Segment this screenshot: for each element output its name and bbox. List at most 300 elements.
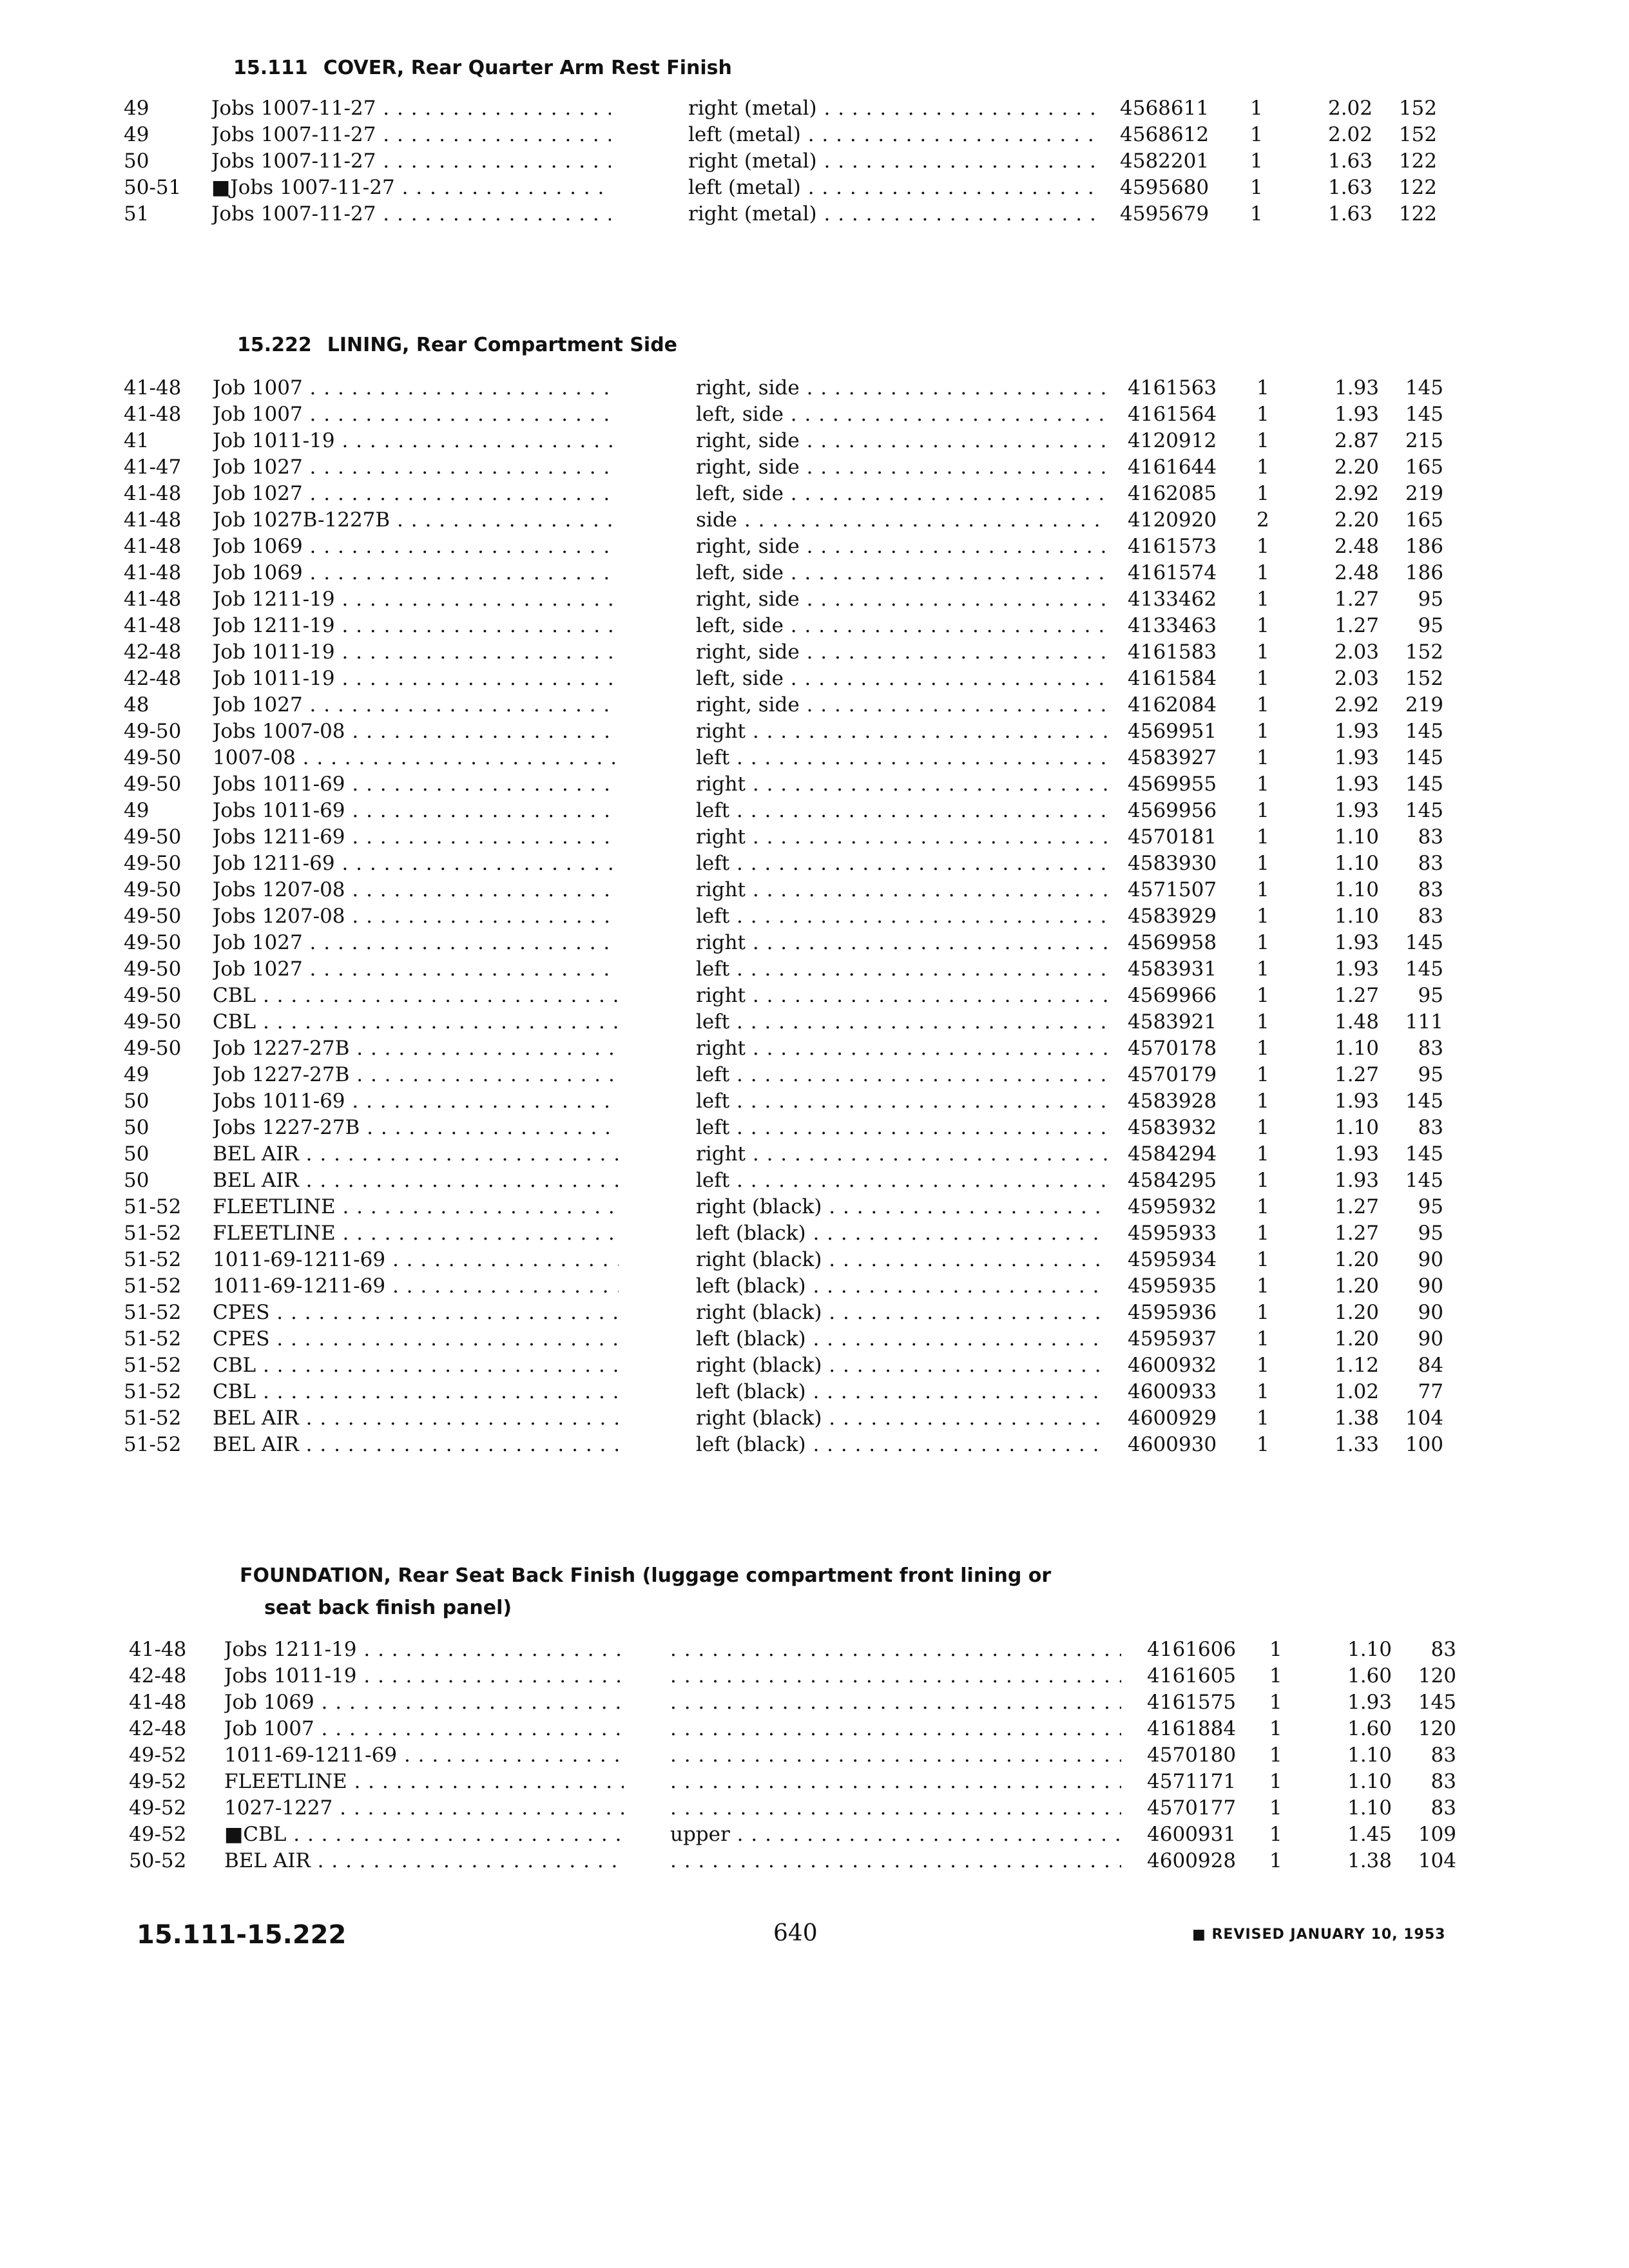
table-row [0,850,1629,877]
weight: 90 [1418,1274,1443,1298]
job-number: CBL . . . [213,1379,619,1405]
model-years: 48 [124,693,149,716]
part-number: 4161573 [1128,535,1217,558]
list-price: 1.10 [1347,1796,1392,1820]
quantity: 1 [1250,149,1263,173]
model-years: 41-48 [129,1691,187,1714]
list-price: 1.27 [1334,614,1379,637]
model-years: 41-48 [124,588,182,611]
part-number: 4569956 [1128,799,1217,822]
job-number: Job 1007 . . . [224,1716,624,1742]
weight: 95 [1418,614,1443,637]
job-number: Job 1069 . . . [213,533,619,560]
job-number: Job 1027 . . . [213,930,619,956]
description: left, side . . . [696,401,1108,428]
leader-dots [670,1769,1121,1795]
model-years: 49 [124,123,149,146]
job-number: Jobs 1011-69 . . . [213,798,619,824]
part-number: 4583932 [1128,1116,1217,1139]
table-row [0,1194,1629,1220]
list-price: 1.27 [1334,1195,1379,1218]
table-row [0,507,1629,533]
part-number: 4568612 [1120,123,1210,146]
table-row [0,745,1629,771]
list-price: 1.27 [1334,588,1379,611]
quantity: 1 [1257,931,1269,954]
part-number: 4133463 [1128,614,1217,637]
part-number: 4161563 [1128,376,1217,399]
part-number: 4583931 [1128,957,1217,981]
part-number: 4584294 [1128,1142,1217,1166]
table-row [0,1405,1629,1432]
part-number: 4595679 [1120,202,1210,226]
description: left (black) . . . [696,1220,1108,1247]
model-years: 51-52 [124,1301,182,1324]
model-years: 41-48 [124,614,182,637]
model-years: 49-50 [124,1037,182,1060]
list-price: 2.02 [1327,97,1373,120]
table-row [0,639,1629,666]
table-row [0,481,1629,507]
job-number: Jobs 1011-69 . . . [213,771,619,798]
description: side . . . [696,507,1108,533]
model-years: 42-48 [129,1717,187,1740]
quantity: 1 [1269,1664,1282,1687]
list-price: 1.27 [1334,984,1379,1007]
model-years: 49-52 [129,1796,187,1820]
list-price: 1.93 [1334,746,1379,769]
model-years: 50 [124,149,149,173]
job-number: Jobs 1227-27B . . . [213,1115,619,1141]
weight: 120 [1418,1717,1456,1740]
weight: 165 [1405,508,1443,532]
leader-dots [670,1795,1121,1821]
weight: 145 [1405,1169,1443,1192]
quantity: 1 [1257,852,1269,875]
model-years: 41-48 [124,508,182,532]
job-number: Jobs 1007-08 . . . [213,718,619,745]
part-number: 4569958 [1128,931,1217,954]
part-number: 4133462 [1128,588,1217,611]
model-years: 49-50 [124,746,182,769]
table-row [0,798,1629,824]
quantity: 1 [1257,1354,1269,1377]
part-number: 4583928 [1128,1090,1217,1113]
list-price: 1.10 [1334,825,1379,849]
job-number: Jobs 1211-19 . . . [224,1637,624,1663]
model-years: 49-52 [129,1744,187,1767]
list-price: 1.10 [1334,852,1379,875]
part-number: 4569951 [1128,720,1217,743]
part-number: 4595933 [1128,1222,1217,1245]
part-number: 4600931 [1147,1823,1237,1846]
section-title-continued: seat back finish panel) [264,1597,512,1619]
model-years: 51-52 [124,1354,182,1377]
model-years: 49-50 [124,905,182,928]
model-years: 41-48 [124,403,182,426]
quantity: 1 [1257,1433,1269,1456]
description: left . . . [696,1009,1108,1035]
weight: 145 [1405,931,1443,954]
quantity: 1 [1257,1063,1269,1086]
quantity: 1 [1257,746,1269,769]
weight: 152 [1405,667,1443,690]
list-price: 1.60 [1347,1664,1392,1687]
job-number: Job 1007 . . . [213,375,619,401]
list-price: 1.93 [1334,720,1379,743]
model-years: 51-52 [124,1195,182,1218]
job-number: ■CBL . . . [224,1821,624,1848]
quantity: 1 [1257,1327,1269,1350]
table-row [0,1300,1629,1326]
list-price: 1.33 [1334,1433,1379,1456]
description: right, side . . . [696,428,1108,454]
quantity: 1 [1257,456,1269,479]
weight: 145 [1405,799,1443,822]
model-years: 51 [124,202,149,226]
list-price: 1.63 [1327,202,1373,226]
job-number: Job 1027 . . . [213,481,619,507]
part-number: 4161605 [1147,1664,1237,1687]
model-years: 49-50 [124,852,182,875]
model-years: 49-50 [124,931,182,954]
table-row [0,586,1629,613]
job-number: Job 1227-27B . . . [213,1035,619,1062]
model-years: 49-50 [124,825,182,849]
table-row [0,428,1629,454]
leader-dots [670,1689,1121,1716]
description: left, side . . . [696,666,1108,692]
table-row [0,1009,1629,1035]
weight: 84 [1418,1354,1443,1377]
table-row [0,930,1629,956]
part-number: 4595937 [1128,1327,1217,1350]
part-number: 4583927 [1128,746,1217,769]
list-price: 1.10 [1334,905,1379,928]
weight: 152 [1405,640,1443,664]
part-number: 4120912 [1128,429,1217,452]
part-number: 4583930 [1128,852,1217,875]
quantity: 1 [1257,1248,1269,1271]
description: left, side . . . [696,613,1108,639]
model-years: 49-52 [129,1770,187,1793]
leader-dots [670,1716,1121,1742]
quantity: 2 [1257,508,1269,532]
model-years: 41 [124,429,149,452]
weight: 122 [1398,202,1437,226]
table-row [0,1273,1629,1300]
quantity: 1 [1257,1142,1269,1166]
model-years: 49 [124,799,149,822]
quantity: 1 [1269,1770,1282,1793]
weight: 145 [1405,773,1443,796]
description: left . . . [696,798,1108,824]
table-row [0,1035,1629,1062]
description: right . . . [696,930,1108,956]
quantity: 1 [1257,1116,1269,1139]
part-number: 4570178 [1128,1037,1217,1060]
quantity: 1 [1269,1717,1282,1740]
weight: 215 [1405,429,1443,452]
model-years: 41-48 [124,376,182,399]
table-row [0,1742,1629,1769]
model-years: 41-48 [124,482,182,505]
table-row [0,533,1629,560]
description: left (metal) . . . [688,175,1101,201]
list-price: 1.93 [1334,799,1379,822]
revision-note: ■ REVISED JANUARY 10, 1953 [1192,1927,1446,1943]
weight: 83 [1431,1744,1456,1767]
list-price: 1.02 [1334,1380,1379,1403]
table-row [0,1795,1629,1821]
list-price: 1.93 [1334,931,1379,954]
quantity: 1 [1257,376,1269,399]
job-number: Job 1227-27B . . . [213,1062,619,1088]
job-number: BEL AIR . . . [213,1141,619,1168]
job-number: Job 1027 . . . [213,692,619,718]
table-row [0,1663,1629,1689]
list-price: 1.93 [1334,957,1379,981]
part-number: 4162084 [1128,693,1217,716]
description: left . . . [696,956,1108,983]
table-row [0,666,1629,692]
job-number: Jobs 1011-69 . . . [213,1088,619,1115]
description: right . . . [696,1035,1108,1062]
description: left . . . [696,1168,1108,1194]
model-years: 49-52 [129,1823,187,1846]
part-number: 4600933 [1128,1380,1217,1403]
quantity: 1 [1257,799,1269,822]
quantity: 1 [1250,123,1263,146]
description: right (metal) . . . [688,95,1101,122]
list-price: 1.20 [1334,1301,1379,1324]
weight: 145 [1405,1090,1443,1113]
weight: 145 [1405,403,1443,426]
part-number: 4584295 [1128,1169,1217,1192]
part-number: 4595932 [1128,1195,1217,1218]
table-row [0,1716,1629,1742]
quantity: 1 [1269,1638,1282,1661]
section-title: FOUNDATION, Rear Seat Back Finish (luggage compartment front lining or [240,1564,1052,1587]
table-row [0,613,1629,639]
description: right . . . [696,877,1108,903]
weight: 83 [1418,852,1443,875]
weight: 165 [1405,456,1443,479]
job-number: Job 1027B-1227B . . . [213,507,619,533]
part-number: 4570177 [1147,1796,1237,1820]
job-number: FLEETLINE . . . [224,1769,624,1795]
list-price: 1.27 [1334,1222,1379,1245]
quantity: 1 [1257,1037,1269,1060]
description: right (black) . . . [696,1194,1108,1220]
job-number: 1011-69-1211-69 . . . [224,1742,624,1769]
quantity: 1 [1257,1169,1269,1192]
quantity: 1 [1257,984,1269,1007]
job-number: CBL . . . [213,1352,619,1379]
description: right (metal) . . . [688,148,1101,175]
leader-dots [670,1848,1121,1874]
weight: 219 [1405,482,1443,505]
table-row [0,1326,1629,1352]
table-row [0,903,1629,930]
description: left, side . . . [696,481,1108,507]
description: right, side . . . [696,639,1108,666]
description: right, side . . . [696,454,1108,481]
weight: 83 [1431,1770,1456,1793]
table-row [0,1432,1629,1458]
table-row [0,148,1629,175]
part-number: 4600932 [1128,1354,1217,1377]
description: left . . . [696,1062,1108,1088]
part-number: 4570179 [1128,1063,1217,1086]
quantity: 1 [1269,1796,1282,1820]
weight: 109 [1418,1823,1456,1846]
job-number: Jobs 1007-11-27 . . . [211,122,611,148]
job-number: Job 1211-19 . . . [213,586,619,613]
description: upper . . . [670,1821,1121,1848]
quantity: 1 [1257,667,1269,690]
model-years: 41-48 [124,561,182,584]
table-row [0,1168,1629,1194]
job-number: Job 1027 . . . [213,454,619,481]
table-row [0,1141,1629,1168]
weight: 83 [1418,905,1443,928]
model-years: 49-50 [124,878,182,901]
part-number: 4120920 [1128,508,1217,532]
table-row [0,1247,1629,1273]
table-row [0,692,1629,718]
weight: 104 [1418,1849,1456,1872]
quantity: 1 [1257,640,1269,664]
part-number: 4161564 [1128,403,1217,426]
list-price: 1.10 [1347,1638,1392,1661]
description: right, side . . . [696,586,1108,613]
table-row [0,401,1629,428]
table-row [0,956,1629,983]
model-years: 50-51 [124,176,182,199]
model-years: 50 [124,1090,149,1113]
weight: 83 [1418,1116,1443,1139]
leader-dots [670,1742,1121,1769]
table-row [0,375,1629,401]
part-number: 4600929 [1128,1407,1217,1430]
job-number: Jobs 1207-08 . . . [213,903,619,930]
part-number: 4583921 [1128,1010,1217,1033]
list-price: 1.93 [1334,1090,1379,1113]
section-title: 15.111 COVER, Rear Quarter Arm Rest Finish [233,57,732,79]
quantity: 1 [1269,1744,1282,1767]
model-years: 51-52 [124,1407,182,1430]
section-range: 15.111-15.222 [137,1920,347,1950]
description: right . . . [696,824,1108,850]
part-number: 4570180 [1147,1744,1237,1767]
model-years: 50 [124,1116,149,1139]
job-number: 1011-69-1211-69 . . . [213,1247,619,1273]
part-number: 4571171 [1147,1770,1237,1793]
model-years: 49 [124,97,149,120]
weight: 95 [1418,1195,1443,1218]
list-price: 1.10 [1334,1037,1379,1060]
list-price: 2.20 [1334,456,1379,479]
job-number: Jobs 1007-11-27 . . . [211,201,611,227]
description: left . . . [696,1088,1108,1115]
model-years: 41-47 [124,456,182,479]
list-price: 1.93 [1347,1691,1392,1714]
description: left (black) . . . [696,1432,1108,1458]
description: right (black) . . . [696,1300,1108,1326]
quantity: 1 [1257,535,1269,558]
job-number: Jobs 1211-69 . . . [213,824,619,850]
weight: 90 [1418,1301,1443,1324]
part-number: 4595935 [1128,1274,1217,1298]
weight: 145 [1405,1142,1443,1166]
job-number: Job 1007 . . . [213,401,619,428]
weight: 95 [1418,984,1443,1007]
model-years: 49-50 [124,1010,182,1033]
description: left (black) . . . [696,1379,1108,1405]
list-price: 2.03 [1334,667,1379,690]
job-number: FLEETLINE . . . [213,1194,619,1220]
job-number: Job 1211-19 . . . [213,613,619,639]
table-row [0,771,1629,798]
table-row [0,1637,1629,1663]
section-title: 15.222 LINING, Rear Compartment Side [237,334,678,356]
model-years: 41-48 [124,535,182,558]
quantity: 1 [1257,429,1269,452]
part-number: 4162085 [1128,482,1217,505]
quantity: 1 [1257,1195,1269,1218]
table-row [0,1220,1629,1247]
list-price: 1.48 [1334,1010,1379,1033]
quantity: 1 [1257,588,1269,611]
part-number: 4161884 [1147,1717,1237,1740]
table-row [0,824,1629,850]
table-row [0,1352,1629,1379]
quantity: 1 [1257,482,1269,505]
model-years: 42-48 [129,1664,187,1687]
list-price: 1.27 [1334,1063,1379,1086]
list-price: 1.10 [1334,878,1379,901]
quantity: 1 [1257,1090,1269,1113]
table-row [0,122,1629,148]
weight: 104 [1405,1407,1443,1430]
job-number: BEL AIR . . . [213,1168,619,1194]
model-years: 50-52 [129,1849,187,1872]
job-number: 1007-08 . . . [213,745,619,771]
list-price: 1.45 [1347,1823,1392,1846]
table-row [0,95,1629,122]
leader-dots [670,1663,1121,1689]
job-number: Job 1027 . . . [213,956,619,983]
model-years: 51-52 [124,1274,182,1298]
table-row [0,454,1629,481]
description: left . . . [696,850,1108,877]
list-price: 1.93 [1334,376,1379,399]
table-row [0,201,1629,227]
weight: 95 [1418,1063,1443,1086]
part-number: 4161644 [1128,456,1217,479]
job-number: Jobs 1207-08 . . . [213,877,619,903]
quantity: 1 [1269,1691,1282,1714]
job-number: Job 1069 . . . [224,1689,624,1716]
weight: 219 [1405,693,1443,716]
list-price: 2.03 [1334,640,1379,664]
table-row [0,1379,1629,1405]
weight: 145 [1405,720,1443,743]
job-number: Jobs 1007-11-27 . . . [211,95,611,122]
quantity: 1 [1257,1380,1269,1403]
part-number: 4569955 [1128,773,1217,796]
